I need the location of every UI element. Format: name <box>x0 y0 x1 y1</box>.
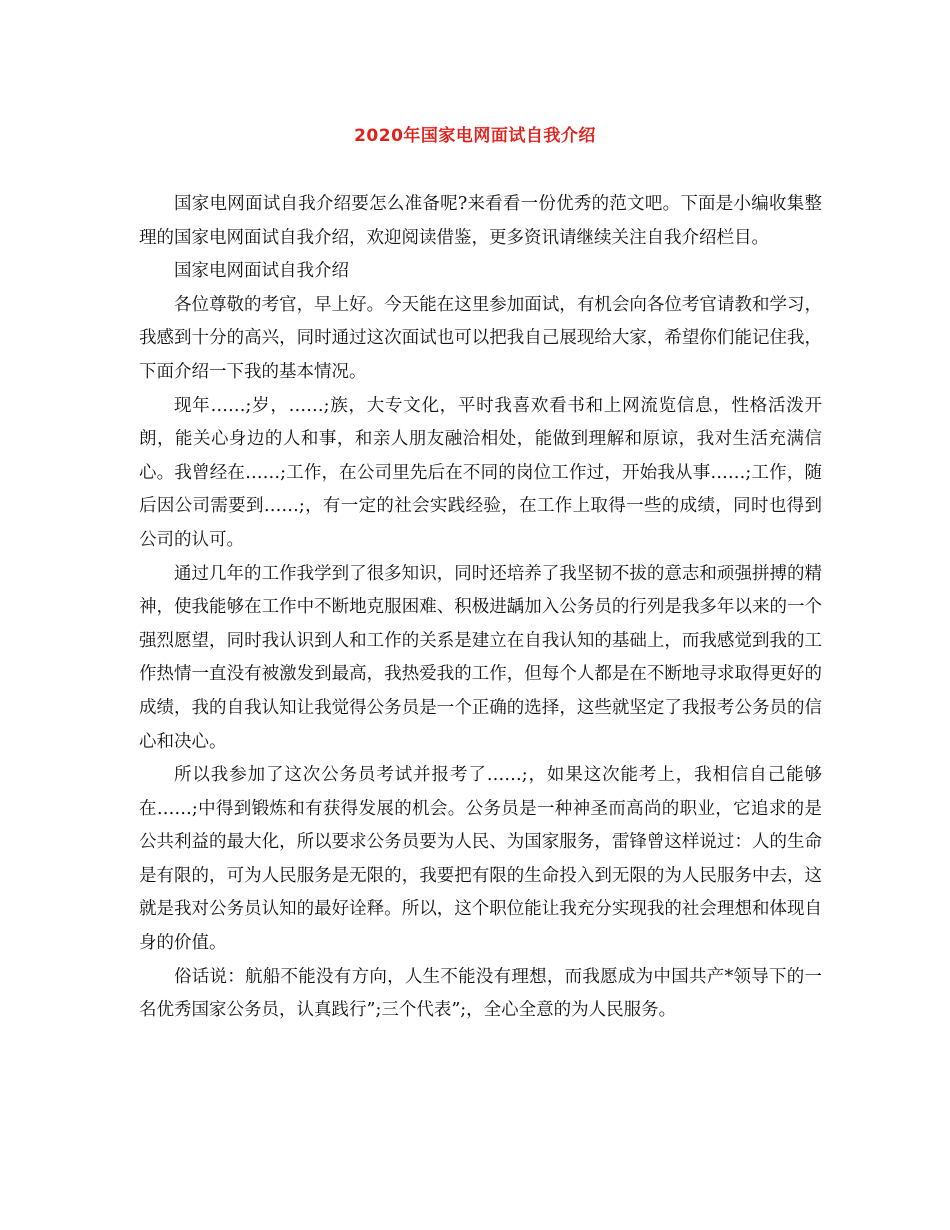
document-body <box>139 188 822 1028</box>
document-title: 2020年国家电网面试自我介绍 <box>354 126 596 146</box>
paragraph-intro: 国家电网面试自我介绍要怎么准备呢?来看看一份优秀的范文吧。下面是小编收集整理的国家电网面试自我介绍，欢迎阅读借鉴，更多资讯请继续关注自我介绍栏目。 <box>139 194 822 248</box>
paragraph-greeting: 各位尊敬的考官，早上好。今天能在这里参加面试，有机会向各位考官请教和学习，我感到十分的高兴，同时通过这次面试也可以把我自己展现给大家，希望你们能记住我，下面介绍一下我的基本情况。 <box>139 294 822 382</box>
paragraph-background: 现年……;岁，……;族，大专文化，平时我喜欢看书和上网流览信息，性格活泼开朗，能关心身边的人和事，和亲人朋友融洽相处，能做到理解和原谅，我对生活充满信心。我曾经在……;工作，在公司里先后在不同的岗位工作过，开始我从事……;工作，随后因公司需要到……;，有一定的社会实践经验，在工作上取得一些的成绩，同时也得到公司的认可。 <box>139 395 822 550</box>
paragraph-experience: 通过几年的工作我学到了很多知识，同时还培养了我坚韧不拔的意志和顽强拼搏的精神，使我能够在工作中不断地克服困难、积极进龋加入公务员的行列是我多年以来的一个强烈愿望，同时我认识到人和工作的关系是建立在自我认知的基础上，而我感觉到我的工作热情一直没有被激发到最高，我热爱我的工作，但每个人都是在不断地寻求取得更好的成绩，我的自我认知让我觉得公务员是一个正确的选择，这些就坚定了我报考公务员的信心和决心。 <box>139 563 822 752</box>
paragraph-motivation: 所以我参加了这次公务员考试并报考了……;，如果这次能考上，我相信自己能够在……;中得到锻炼和有获得发展的机会。公务员是一种神圣而高尚的职业，它追求的是公共利益的最大化，所以要求公务员要为人民、为国家服务，雷锋曾这样说过：人的生命是有限的，可为人民服务是无限的，我要把有限的生命投入到无限的为人民服务中去，这就是我对公务员认知的最好诠释。所以，这个职位能让我充分实现我的社会理想和体现自身的价值。 <box>139 765 822 954</box>
paragraph-closing: 俗话说：航船不能没有方向，人生不能没有理想，而我愿成为中国共产*领导下的一名优秀国家公务员，认真践行”;三个代表”;，全心全意的为人民服务。 <box>139 966 822 1021</box>
paragraph-subheading: 国家电网面试自我介绍 <box>174 261 349 282</box>
